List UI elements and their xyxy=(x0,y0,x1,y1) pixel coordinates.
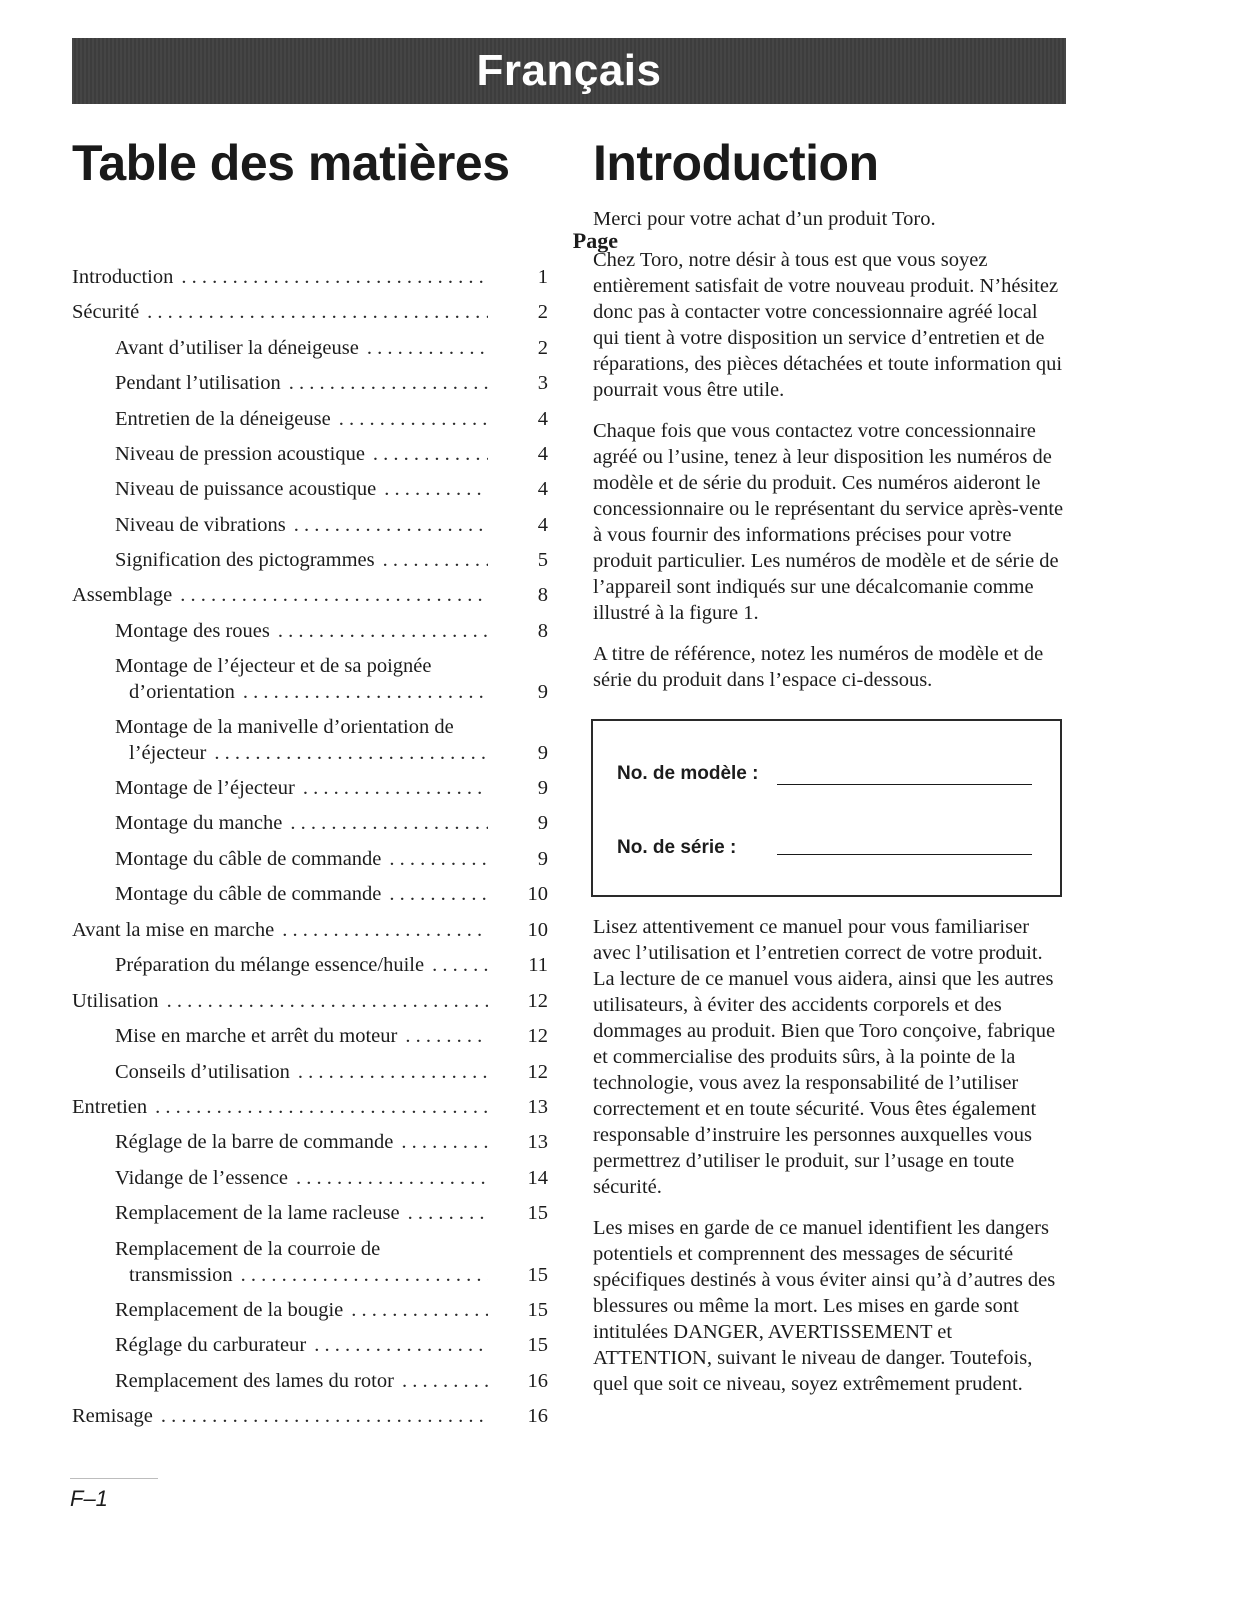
toc-entry-text: Montage de l’éjecteur xyxy=(115,777,295,799)
toc-entry-text: Niveau de puissance acoustique xyxy=(115,478,377,500)
toc-entry-page: 5 xyxy=(537,549,548,571)
model-serial-record-box xyxy=(591,719,1062,897)
toc-entry[interactable] xyxy=(72,988,548,1014)
toc-entry-page: 8 xyxy=(537,584,548,606)
toc-entry[interactable] xyxy=(72,1297,548,1323)
toc-entry[interactable] xyxy=(72,1236,548,1288)
toc-entry[interactable] xyxy=(72,1368,548,1394)
toc-entry-page: 4 xyxy=(537,478,548,500)
intro-paragraph: Lisez attentivement ce manuel pour vous familiariser avec l’utilisation et l’entretien correct de votre produit. La lecture de ce manuel vous aidera, ainsi que les autres utilisateurs, à éviter des accidents corporels et des dommages au produit. Bien que Toro conçoive, fabrique et commercialise des produits sûrs, à la pointe de la technologie, vous avez la responsabilité de l’utiliser correctement et en toute sécurité. Vous êtes également responsable d’instruire les personnes auxquelles vous permettrez d’utiliser le produit, sur l’usage en toute sécurité. xyxy=(593,916,1056,1198)
toc-entry[interactable] xyxy=(72,1129,548,1155)
intro-paragraph: Les mises en garde de ce manuel identifient les dangers potentiels et comprennent des messages de sécurité spécifiques destinés à vous éviter ainsi qu’à d’autres des blessures ou même la mort. Les mises en garde sont intitulées DANGER, AVERTISSEMENT et ATTENTION, suivant le niveau de danger. Toutefois, quel que soit ce niveau, soyez extrêmement prudent. xyxy=(593,1217,1056,1395)
toc-entry[interactable] xyxy=(72,1200,548,1226)
toc-entry[interactable] xyxy=(72,476,548,502)
toc-entry-text: Montage des roues xyxy=(115,620,270,642)
toc-entry-text: Remplacement des lames du rotor xyxy=(115,1370,394,1392)
toc-entry-text: Utilisation xyxy=(72,990,159,1012)
toc-entry-page: 1 xyxy=(537,266,548,288)
toc-page-header: Page xyxy=(572,228,618,253)
toc-entry-text: Montage du câble de commande xyxy=(115,848,382,870)
toc-entry-page: 15 xyxy=(527,1264,548,1286)
toc-entry[interactable] xyxy=(72,653,548,705)
toc-entry[interactable] xyxy=(72,810,548,836)
toc-entry-text: Remplacement de la bougie xyxy=(115,1299,344,1321)
toc-entry[interactable] xyxy=(72,1094,548,1120)
toc-entry[interactable] xyxy=(72,370,548,396)
toc-entry-text: Niveau de pression acoustique xyxy=(115,443,365,465)
model-number-field[interactable] xyxy=(777,767,1032,785)
toc-title: Table des matières xyxy=(72,135,510,191)
toc-entry-text: Montage du câble de commande xyxy=(115,883,382,905)
toc-entry-text: Assemblage xyxy=(72,584,173,606)
toc-entry-page: 10 xyxy=(527,883,548,905)
toc-entry-text: Introduction xyxy=(72,266,174,288)
toc-entry-text: Remisage xyxy=(72,1405,153,1427)
toc-entry[interactable] xyxy=(72,264,548,290)
toc-entry[interactable] xyxy=(72,582,548,608)
toc-entry[interactable] xyxy=(72,1059,548,1085)
toc-entry-text: Avant la mise en marche xyxy=(72,919,275,941)
serial-number-label: No. de série : xyxy=(617,837,737,858)
footer-page-number: F–1 xyxy=(70,1486,108,1511)
toc-entry[interactable] xyxy=(72,775,548,801)
toc-entry[interactable] xyxy=(72,406,548,432)
toc-entry-page: 16 xyxy=(527,1405,548,1427)
toc-entry[interactable] xyxy=(72,335,548,361)
toc-entry-page: 11 xyxy=(528,954,548,976)
toc-entry-page: 15 xyxy=(527,1202,548,1224)
toc-entry-text: Signification des pictogrammes xyxy=(115,549,375,571)
toc-entry[interactable] xyxy=(72,1403,548,1429)
toc-entry[interactable] xyxy=(72,441,548,467)
toc-entry-page: 12 xyxy=(527,1025,548,1047)
toc-entry[interactable] xyxy=(72,881,548,907)
toc-entry-text: Entretien de la déneigeuse xyxy=(115,408,331,430)
toc-entry-page: 8 xyxy=(537,620,548,642)
toc-entry-text: Montage du manche xyxy=(115,812,283,834)
toc-entry-text: Niveau de vibrations xyxy=(115,514,286,536)
toc-entry-page: 2 xyxy=(537,301,548,323)
toc-entry-page: 16 xyxy=(527,1370,548,1392)
toc-entry-text-continued: transmission xyxy=(129,1264,233,1286)
intro-paragraph: Chez Toro, notre désir à tous est que vous soyez entièrement satisfait de votre nouveau produit. N’hésitez donc pas à contacter votre concessionnaire agréé local qui tient à votre disposition un service d’entretien et de réparations, des pièces détachées et toute information qui pourrait vous être utile. xyxy=(593,249,1063,401)
toc-entry[interactable] xyxy=(72,299,548,325)
introduction-text xyxy=(593,206,1065,708)
toc-entry[interactable] xyxy=(72,952,548,978)
banner-title: Français xyxy=(476,46,662,95)
footer-rule xyxy=(70,1478,158,1479)
language-banner xyxy=(72,38,1066,104)
toc-entry-text: Réglage de la barre de commande xyxy=(115,1131,394,1153)
toc-entry-text: Pendant l’utilisation xyxy=(115,372,281,394)
serial-number-field[interactable] xyxy=(777,837,1032,855)
toc-entry-page: 13 xyxy=(527,1131,548,1153)
toc-entry[interactable] xyxy=(72,1332,548,1358)
introduction-title: Introduction xyxy=(593,135,879,191)
toc-entry[interactable] xyxy=(72,1165,548,1191)
toc-entry-page: 9 xyxy=(537,681,548,703)
toc-entry-page: 3 xyxy=(537,372,548,394)
toc-entry[interactable] xyxy=(72,917,548,943)
toc-entry-text: Conseils d’utilisation xyxy=(115,1061,290,1083)
toc-entry-page: 9 xyxy=(537,812,548,834)
toc-entry-page: 9 xyxy=(537,848,548,870)
toc-entry-text: Entretien xyxy=(72,1096,148,1118)
toc-entry-text-continued: l’éjecteur xyxy=(129,742,207,764)
toc-entry-text: Réglage du carburateur xyxy=(115,1334,307,1356)
toc-entry-page: 4 xyxy=(537,443,548,465)
toc-entry-text: Remplacement de la lame racleuse xyxy=(115,1202,400,1224)
toc-entry-page: 9 xyxy=(537,777,548,799)
toc-entry-page: 10 xyxy=(527,919,548,941)
toc-entry-text: Sécurité xyxy=(72,301,140,323)
toc-entry-page: 12 xyxy=(527,1061,548,1083)
model-number-label: No. de modèle : xyxy=(617,763,759,784)
toc-entry-text: Vidange de l’essence xyxy=(115,1167,288,1189)
intro-paragraph: Chaque fois que vous contactez votre concessionnaire agréé ou l’usine, tenez à leur disposition les numéros de modèle et de série du produit. Ces numéros aideront le concessionnaire ou le représentant du service après-vente à vous fournir des informations précises pour votre produit particulier. Les numéros de modèle et de série de l’appareil sont indiqués sur une décalcomanie comme illustré à la figure 1. xyxy=(593,420,1064,624)
toc-entry[interactable] xyxy=(72,512,548,538)
toc-entry-text-continued: d’orientation xyxy=(129,681,235,703)
toc-entry-page: 13 xyxy=(527,1096,548,1118)
toc-entry-page: 2 xyxy=(537,337,548,359)
toc-entry-text: Mise en marche et arrêt du moteur xyxy=(115,1025,398,1047)
toc-entry-page: 4 xyxy=(537,514,548,536)
toc-entry[interactable] xyxy=(72,547,548,573)
toc-entry-page: 15 xyxy=(527,1299,548,1321)
toc-entry-page: 12 xyxy=(527,990,548,1012)
toc-entry[interactable] xyxy=(72,714,548,766)
toc-entry[interactable] xyxy=(72,1023,548,1049)
toc-entry[interactable] xyxy=(72,846,548,872)
introduction-text-continued xyxy=(593,914,1065,1412)
toc-entry-text: Montage de la manivelle d’orientation de xyxy=(115,716,454,738)
toc-entry-text: Montage de l’éjecteur et de sa poignée xyxy=(115,655,432,677)
intro-paragraph: A titre de référence, notez les numéros de modèle et de série du produit dans l’espace ci-dessous. xyxy=(593,643,1044,691)
toc-entry[interactable] xyxy=(72,618,548,644)
toc-entry-text: Préparation du mélange essence/huile xyxy=(115,954,425,976)
toc-entry-page: 14 xyxy=(527,1167,548,1189)
toc-entry-text: Remplacement de la courroie de xyxy=(115,1238,381,1260)
toc-entry-text: Avant d’utiliser la déneigeuse xyxy=(115,337,359,359)
toc-entry-page: 15 xyxy=(527,1334,548,1356)
intro-paragraph: Merci pour votre achat d’un produit Toro. xyxy=(593,208,936,230)
toc-entry-page: 9 xyxy=(537,742,548,764)
toc-entry-page: 4 xyxy=(537,408,548,430)
